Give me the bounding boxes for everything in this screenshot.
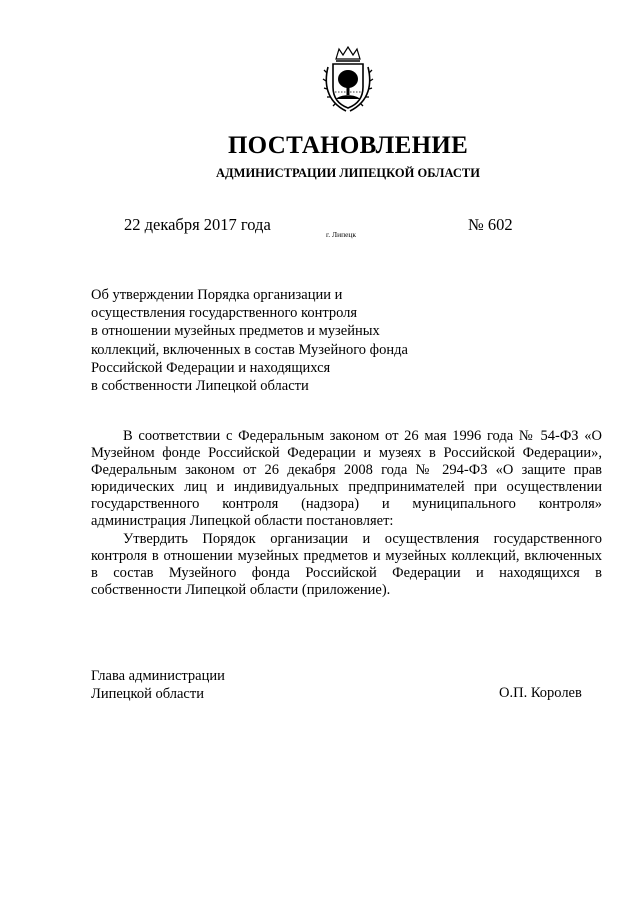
document-body: [91, 428, 602, 599]
subject-line: коллекций, включенных в состав Музейного фонда: [91, 341, 408, 358]
body-paragraph-resolution: Утвердить Порядок организации и осуществления государственного контроля в отношении музейных предметов и музейных коллекций, включенных в состав Музейного фонда Российской Федерации и находящихся в собственности Липецкой области (приложение).: [91, 530, 602, 598]
document-title: ПОСТАНОВЛЕНИЕ: [227, 132, 469, 159]
subject-line: Российской Федерации и находящихся: [91, 359, 331, 376]
subject-line: в отношении музейных предметов и музейных: [91, 323, 380, 340]
body-paragraph-preamble: В соответствии с Федеральным законом от 26 мая 1996 года № 54-ФЗ «О Музейном фонде Российской Федерации и музеях в Российской Федерации», Федеральным законом от 26 декабря 2008 года № 294-ФЗ «О защите прав юридических лиц и индивидуальных предпринимателей при осуществлении государственного контроля (надзора) и муниципального контроля» администрация Липецкой области постановляет:: [91, 428, 602, 530]
subject-line: Об утверждении Порядка организации и: [91, 287, 343, 303]
signatory-position-line: Глава администрации: [91, 668, 225, 684]
lipetsk-coat-of-arms-icon: [322, 45, 374, 113]
document-subject: [91, 286, 451, 395]
subject-line: в собственности Липецкой области: [91, 378, 309, 395]
document-subtitle: АДМИНИСТРАЦИИ ЛИПЕЦКОЙ ОБЛАСТИ: [216, 166, 480, 180]
signatory-position-line: Липецкой области: [91, 686, 204, 702]
document-city: г. Липецк: [326, 230, 357, 239]
document-number: № 602: [468, 215, 513, 234]
signatory-position: [91, 667, 225, 703]
document-date: 22 декабря 2017 года: [124, 215, 271, 234]
signatory-name: О.П. Королев: [499, 685, 582, 701]
subject-line: осуществления государственного контроля: [91, 305, 358, 322]
